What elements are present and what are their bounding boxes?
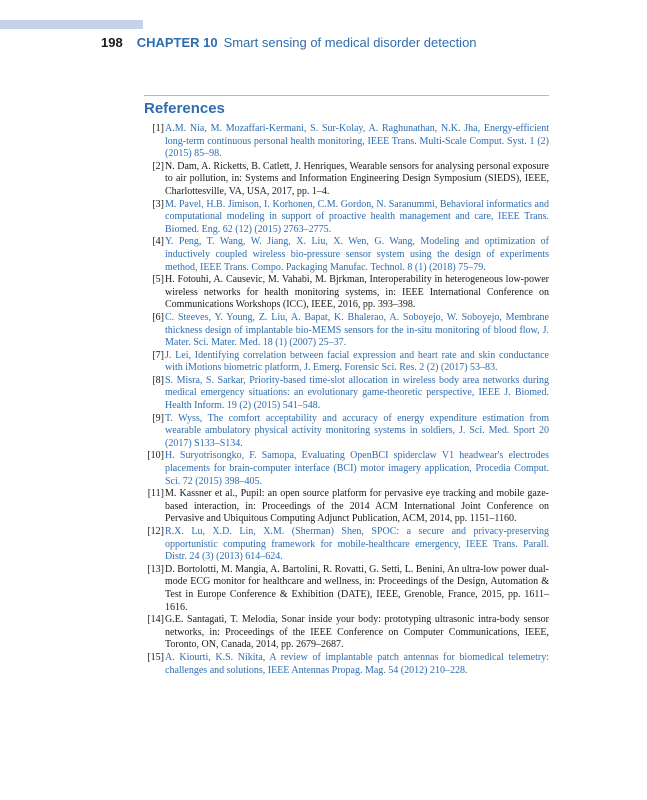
reference-number: [13] xyxy=(147,563,164,575)
references-heading: References xyxy=(144,100,225,117)
reference-number: [12] xyxy=(147,526,164,537)
reference-number: [1] xyxy=(152,123,164,134)
reference-item[interactable] xyxy=(144,413,549,451)
reference-number: [14] xyxy=(147,614,164,626)
chapter-label: CHAPTER 10 xyxy=(136,35,218,50)
reference-link[interactable]: S. Misra, S. Sarkar, Priority-based time-slot allocation in wireless body area networks during medical emergency situations: an evolutionary game-theoretic perspective, IEEE J. Biomed. Health Inform. 19 (2) (2015) 541–548. xyxy=(165,374,549,412)
reference-item[interactable] xyxy=(144,236,549,274)
reference-number: [9] xyxy=(152,412,164,424)
reference-number: [7] xyxy=(152,349,164,361)
reference-item[interactable] xyxy=(144,450,549,488)
reference-number: [3] xyxy=(152,198,164,210)
section-divider xyxy=(144,95,549,96)
reference-text: M. Kassner et al., Pupil: an open source platform for pervasive eye tracking and mobile gaze-based interaction, in: Proceedings of the 2014 ACM International Joint Conference on Pervasive and Ubiquitous Computing Adjunct Publication, ACM, 2014, pp. 1151–1160. xyxy=(165,488,549,525)
reference-number: [15] xyxy=(147,651,164,663)
reference-item[interactable] xyxy=(144,350,549,375)
reference-item[interactable] xyxy=(144,526,549,564)
reference-link[interactable]: C. Steeves, Y. Young, Z. Liu, A. Bapat, K. Bhalerao, A. Soboyejo, W. Soboyejo, Membrane thickness design of implantable bio-MEMS sensors for the in-situ monitoring of blood flow, J. Mater. Sci. Mater. Med. 18 (1) (2007) 25–37. xyxy=(165,311,549,349)
reference-item[interactable] xyxy=(144,312,549,350)
reference-item xyxy=(144,564,549,614)
chapter-title: Smart sensing of medical disorder detection xyxy=(223,35,477,50)
reference-item xyxy=(144,274,549,312)
reference-number: [4] xyxy=(152,236,164,248)
reference-link[interactable]: T. Wyss, The comfort acceptability and accuracy of energy expenditure estimation from wearable ambulatory physical activity monitoring systems in soldiers, J. Sci. Med. Sport 20 (2017) S133–S134. xyxy=(165,412,549,449)
reference-number: [2] xyxy=(152,160,164,172)
reference-item xyxy=(144,614,549,652)
reference-number: [11] xyxy=(147,488,164,500)
reference-link[interactable]: H. Suryotrisongko, F. Samopa, Evaluating OpenBCI spiderclaw V1 headwear's electrodes placements for brain-computer interface (BCI) motor imagery application, Procedia Comput. Sci. 72 (2015) 398–405. xyxy=(165,450,549,487)
reference-item xyxy=(144,161,549,199)
reference-text: H. Fotouhi, A. Causevic, M. Vahabi, M. Bjrkman, Interoperability in heterogeneous low-power wireless networks for health monitoring systems, in: IEEE International Conference on Communications Workshops (ICC), IEEE, 2016, pp. 393–398. xyxy=(165,274,549,311)
reference-text: N. Dam, A. Ricketts, B. Catlett, J. Henriques, Wearable sensors for analysing personal exposure to air pollution, in: Systems and Information Engineering Design Symposium (SIEDS), IEEE, Charlottesville, VA, USA, 2017, pp. 1–4. xyxy=(165,160,549,197)
reference-link[interactable]: A. Kiourti, K.S. Nikita, A review of implantable patch antennas for biomedical telemetry: challenges and solutions, IEEE Antennas Propag. Mag. 54 (2012) 210–228. xyxy=(165,651,549,676)
reference-text: D. Bortolotti, M. Mangia, A. Bartolini, R. Rovatti, G. Setti, L. Benini, An ultra-low power dual-mode ECG monitor for healthcare and wellness, in: Proceedings of the Design, Automation & Test in Europe Conference & Exhibition (DATE), IEEE, Grenoble, France, 2015, pp. 1611–1616. xyxy=(165,563,549,613)
reference-link[interactable]: M. Pavel, H.B. Jimison, I. Korhonen, C.M. Gordon, N. Saranummi, Behavioral informatics and computational modeling in support of proactive health management and care, IEEE Trans. Biomed. Eng. 62 (12) (2015) 2763–2775. xyxy=(165,198,549,235)
reference-item[interactable] xyxy=(144,375,549,413)
reference-item[interactable] xyxy=(144,123,549,161)
page-number: 198 xyxy=(101,35,123,50)
reference-number: [8] xyxy=(152,374,164,386)
reference-list xyxy=(144,123,549,677)
reference-number: [6] xyxy=(152,311,164,323)
running-head xyxy=(101,35,477,51)
reference-item xyxy=(144,488,549,526)
reference-item[interactable] xyxy=(144,652,549,677)
reference-number: [10] xyxy=(147,450,164,462)
header-accent-bar xyxy=(0,20,143,29)
reference-link[interactable]: R.X. Lu, X.D. Lin, X.M. (Sherman) Shen, SPOC: a secure and privacy-preserving opportunistic computing framework for mobile-healthcare emergency, IEEE Trans. Parall. Distr. 24 (3) (2013) 614–624. xyxy=(165,526,549,563)
reference-link[interactable]: A.M. Nia, M. Mozaffari-Kermani, S. Sur-Kolay, A. Raghunathan, N.K. Jha, Energy-efficient long-term continuous personal health monitoring, IEEE Trans. Multi-Scale Comput. Syst. 1 (2) (2015) 85–98. xyxy=(165,123,549,160)
reference-link[interactable]: Y. Peng, T. Wang, W. Jiang, X. Liu, X. Wen, G. Wang, Modeling and optimization of inductively coupled wireless bio-pressure sensor system using the design of experiments method, IEEE Trans. Compo. Packaging Manufac. Technol. 8 (1) (2018) 75–79. xyxy=(165,236,549,273)
reference-link[interactable]: J. Lei, Identifying correlation between facial expression and heart rate and skin conductance with iMotions biometric platform, J. Emerg. Forensic Sci. Res. 2 (2) (2017) 53–83. xyxy=(165,349,549,374)
reference-text: G.E. Santagati, T. Melodia, Sonar inside your body: prototyping ultrasonic intra-body sensor networks, in: Proceedings of the IEEE Conference on Computer Communications, IEEE, Toronto, ON, Canada, 2014, pp. 2679–2687. xyxy=(165,614,549,651)
reference-number: [5] xyxy=(152,274,164,286)
reference-item[interactable] xyxy=(144,199,549,237)
